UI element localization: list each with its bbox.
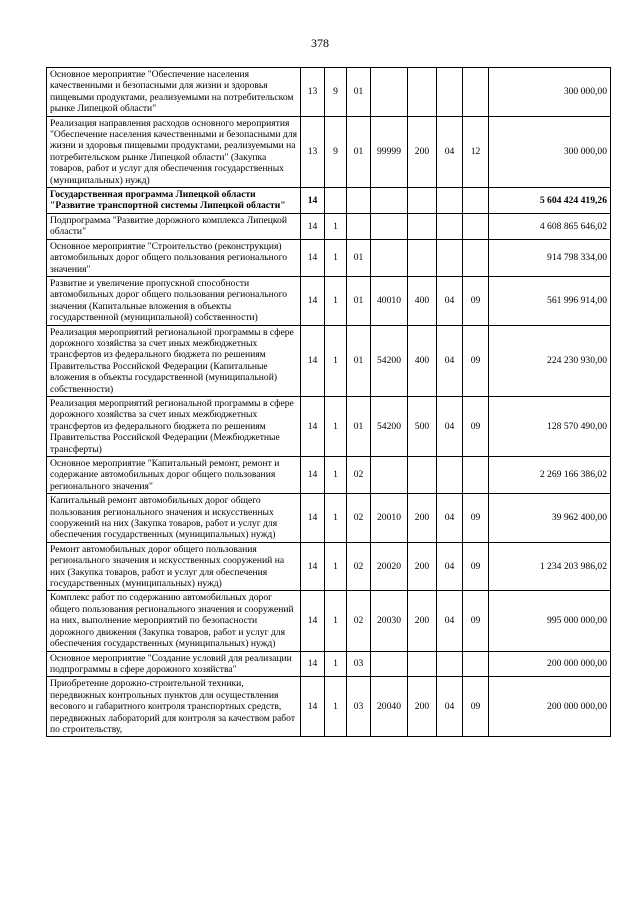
- program-code: 14: [301, 276, 325, 325]
- row-name: Основное мероприятие "Капитальный ремонт, ремонт и содержание автомобильных дорог общего пользования регионального значения": [47, 457, 301, 494]
- section-code: [437, 239, 463, 276]
- program-code: 14: [301, 396, 325, 456]
- page-number: 378: [311, 36, 329, 50]
- direction-code: 20010: [371, 494, 408, 543]
- expense-type-code: 200: [408, 494, 437, 543]
- subsection-code: [463, 239, 489, 276]
- program-code: 13: [301, 68, 325, 117]
- amount: 300 000,00: [489, 116, 611, 187]
- subsection-code: 09: [463, 591, 489, 651]
- direction-code: [371, 239, 408, 276]
- program-code: 14: [301, 651, 325, 677]
- main-activity-code: [347, 188, 371, 214]
- table-row: [47, 239, 611, 276]
- subsection-code: 09: [463, 396, 489, 456]
- amount: 4 608 865 646,02: [489, 213, 611, 239]
- main-activity-code: 01: [347, 68, 371, 117]
- amount: 200 000 000,00: [489, 651, 611, 677]
- row-name: Основное мероприятие "Обеспечение населения качественными и безопасными для жизни и здоровья пищевыми продуктами, реализуемыми на потребительском рынке Липецкой области": [47, 68, 301, 117]
- main-activity-code: 01: [347, 116, 371, 187]
- direction-code: 54200: [371, 325, 408, 396]
- direction-code: 54200: [371, 396, 408, 456]
- subsection-code: 09: [463, 677, 489, 737]
- section-code: [437, 213, 463, 239]
- subsection-code: 09: [463, 494, 489, 543]
- subsection-code: [463, 651, 489, 677]
- table-row: [47, 188, 611, 214]
- amount: 5 604 424 419,26: [489, 188, 611, 214]
- row-name: Подпрограмма "Развитие дорожного комплекса Липецкой области": [47, 213, 301, 239]
- direction-code: 99999: [371, 116, 408, 187]
- row-name: Капитальный ремонт автомобильных дорог общего пользования регионального значения и искусственных сооружений на них (Закупка товаров, работ и услуг для обеспечения государственных (муниципальных) нужд): [47, 494, 301, 543]
- main-activity-code: 02: [347, 494, 371, 543]
- row-name: Развитие и увеличение пропускной способности автомобильных дорог общего пользования регионального значения (Капитальные вложения в объекты государственной (муниципальной) собственности): [47, 276, 301, 325]
- subsection-code: 12: [463, 116, 489, 187]
- expense-type-code: [408, 651, 437, 677]
- subprogram-code: 1: [325, 213, 347, 239]
- section-code: 04: [437, 591, 463, 651]
- direction-code: 20040: [371, 677, 408, 737]
- table-row: [47, 68, 611, 117]
- subsection-code: [463, 68, 489, 117]
- table-row: [47, 325, 611, 396]
- main-activity-code: 01: [347, 239, 371, 276]
- subprogram-code: 1: [325, 325, 347, 396]
- main-activity-code: 02: [347, 542, 371, 591]
- main-activity-code: [347, 213, 371, 239]
- subsection-code: [463, 213, 489, 239]
- direction-code: [371, 68, 408, 117]
- subprogram-code: 9: [325, 68, 347, 117]
- section-code: [437, 651, 463, 677]
- expense-type-code: 200: [408, 677, 437, 737]
- amount: 995 000 000,00: [489, 591, 611, 651]
- amount: 2 269 166 386,02: [489, 457, 611, 494]
- expense-type-code: 200: [408, 116, 437, 187]
- table-row: [47, 457, 611, 494]
- direction-code: [371, 213, 408, 239]
- subsection-code: [463, 188, 489, 214]
- section-code: 04: [437, 276, 463, 325]
- row-name: Реализация направления расходов основного мероприятия "Обеспечение населения качественными и безопасными для жизни и здоровья пищевыми продуктами, реализуемыми на потребительском рынке Липецкой области" (Закупка товаров, работ и услуг для обеспечения государственных (муниципальных) нужд): [47, 116, 301, 187]
- direction-code: [371, 188, 408, 214]
- subprogram-code: 1: [325, 651, 347, 677]
- program-code: 14: [301, 542, 325, 591]
- expense-type-code: 200: [408, 591, 437, 651]
- main-activity-code: 01: [347, 276, 371, 325]
- table-row: [47, 396, 611, 456]
- budget-table: [46, 67, 611, 737]
- table-row: [47, 542, 611, 591]
- amount: 300 000,00: [489, 68, 611, 117]
- row-name: Ремонт автомобильных дорог общего пользования регионального значения и искусственных сооружений на них (Закупка товаров, работ и услуг для обеспечения государственных (муниципальных) нужд): [47, 542, 301, 591]
- subprogram-code: 1: [325, 542, 347, 591]
- subsection-code: 09: [463, 276, 489, 325]
- main-activity-code: 03: [347, 651, 371, 677]
- section-code: 04: [437, 116, 463, 187]
- program-code: 14: [301, 591, 325, 651]
- expense-type-code: [408, 213, 437, 239]
- section-code: 04: [437, 542, 463, 591]
- section-code: [437, 68, 463, 117]
- subprogram-code: 1: [325, 239, 347, 276]
- program-code: 14: [301, 213, 325, 239]
- direction-code: 20020: [371, 542, 408, 591]
- expense-type-code: [408, 457, 437, 494]
- main-activity-code: 01: [347, 396, 371, 456]
- main-activity-code: 02: [347, 457, 371, 494]
- row-name: Реализация мероприятий региональной программы в сфере дорожного хозяйства за счет иных межбюджетных трансфертов из федерального бюджета по решениям Правительства Российской Федерации (Капитальные вложения в объекты государственной (муниципальной) собственности): [47, 325, 301, 396]
- amount: 128 570 490,00: [489, 396, 611, 456]
- main-activity-code: 02: [347, 591, 371, 651]
- subprogram-code: 1: [325, 457, 347, 494]
- direction-code: 40010: [371, 276, 408, 325]
- direction-code: 20030: [371, 591, 408, 651]
- subprogram-code: 1: [325, 494, 347, 543]
- table-row: [47, 213, 611, 239]
- expense-type-code: 200: [408, 542, 437, 591]
- table-row: [47, 651, 611, 677]
- subprogram-code: 1: [325, 677, 347, 737]
- main-activity-code: 01: [347, 325, 371, 396]
- expense-type-code: 500: [408, 396, 437, 456]
- amount: 561 996 914,00: [489, 276, 611, 325]
- row-name: Основное мероприятие "Создание условий для реализации подпрограммы в сфере дорожного хозяйства": [47, 651, 301, 677]
- subprogram-code: 9: [325, 116, 347, 187]
- program-code: 14: [301, 494, 325, 543]
- expense-type-code: 400: [408, 276, 437, 325]
- subsection-code: 09: [463, 542, 489, 591]
- subprogram-code: [325, 188, 347, 214]
- row-name: Комплекс работ по содержанию автомобильных дорог общего пользования регионального значения и сооружений на них, выполнение мероприятий по безопасности дорожного движения (Закупка товаров, работ и услуг для обеспечения государственных (муниципальных) нужд): [47, 591, 301, 651]
- section-code: [437, 188, 463, 214]
- table-row: [47, 591, 611, 651]
- table-row: [47, 276, 611, 325]
- program-code: 14: [301, 239, 325, 276]
- row-name: Реализация мероприятий региональной программы в сфере дорожного хозяйства за счет иных межбюджетных трансфертов из федерального бюджета по решениям Правительства Российской Федерации (Межбюджетные трансферты): [47, 396, 301, 456]
- subsection-code: 09: [463, 325, 489, 396]
- program-code: 14: [301, 677, 325, 737]
- subprogram-code: 1: [325, 591, 347, 651]
- main-activity-code: 03: [347, 677, 371, 737]
- table-row: [47, 677, 611, 737]
- amount: 224 230 930,00: [489, 325, 611, 396]
- amount: 1 234 203 986,02: [489, 542, 611, 591]
- amount: 200 000 000,00: [489, 677, 611, 737]
- section-code: 04: [437, 494, 463, 543]
- program-code: 14: [301, 325, 325, 396]
- subsection-code: [463, 457, 489, 494]
- direction-code: [371, 651, 408, 677]
- table-body: [47, 68, 611, 737]
- direction-code: [371, 457, 408, 494]
- row-name: Основное мероприятие "Строительство (реконструкция) автомобильных дорог общего пользования регионального значения": [47, 239, 301, 276]
- table-row: [47, 494, 611, 543]
- section-code: 04: [437, 396, 463, 456]
- program-code: 14: [301, 457, 325, 494]
- table-row: [47, 116, 611, 187]
- row-name: Государственная программа Липецкой области "Развитие транспортной системы Липецкой области": [47, 188, 301, 214]
- row-name: Приобретение дорожно-строительной техники, передвижных контрольных пунктов для осуществления весового и габаритного контроля транспортных средств, передвижных лабораторий для контроля за качеством работ по строительству,: [47, 677, 301, 737]
- program-code: 14: [301, 188, 325, 214]
- expense-type-code: [408, 188, 437, 214]
- section-code: 04: [437, 677, 463, 737]
- amount: 914 798 334,00: [489, 239, 611, 276]
- subprogram-code: 1: [325, 276, 347, 325]
- section-code: [437, 457, 463, 494]
- expense-type-code: 400: [408, 325, 437, 396]
- amount: 39 962 400,00: [489, 494, 611, 543]
- expense-type-code: [408, 68, 437, 117]
- subprogram-code: 1: [325, 396, 347, 456]
- section-code: 04: [437, 325, 463, 396]
- expense-type-code: [408, 239, 437, 276]
- program-code: 13: [301, 116, 325, 187]
